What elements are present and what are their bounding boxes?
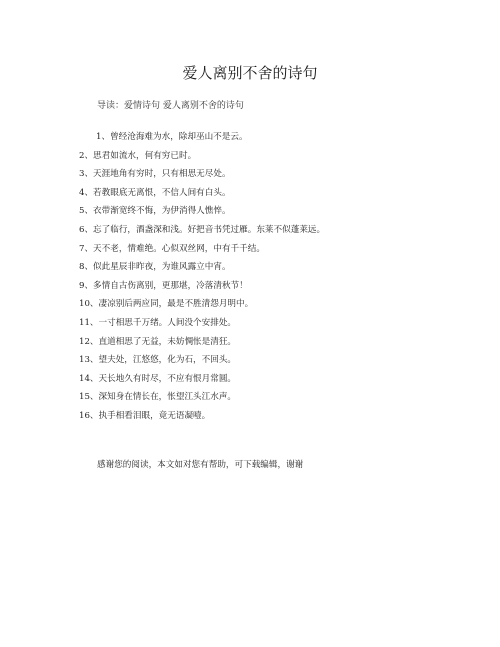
poem-line: 5、衣带渐宽终不悔，为伊消得人憔悴。 [79,206,231,217]
poem-line: 1、曾经沧海难为水，除却巫山不是云。 [96,132,248,142]
poem-line: 10、凄凉别后两应同，最是不胜清怨月明中。 [79,299,254,310]
poem-line: 15、深知身在情长在，怅望江头江水声。 [79,392,237,403]
poem-line: 8、似此星辰非昨夜，为谁风露立中宵。 [79,262,231,273]
poem-line: 14、天长地久有时尽，不应有恨月常圆。 [79,373,237,384]
poem-line: 3、天涯地角有穷时，只有相思无尽处。 [79,169,231,180]
poem-line: 11、一寸相思千万绪。人间没个安排处。 [79,317,237,328]
poem-line: 9、多情自古伤离别，更那堪，冷落清秋节！ [79,280,248,291]
poem-line: 7、天不老，情难绝。心似双丝网，中有千千结。 [79,243,265,254]
document-title: 爱人离别不舍的诗句 [182,64,318,82]
poem-line: 12、直道相思了无益，未妨惆怅是清狂。 [79,336,237,347]
closing-note: 感谢您的阅读，本文如对您有帮助，可下载编辑，谢谢 [97,460,304,470]
poem-line: 6、忘了临行，酒盏深和浅。好把音书凭过雁。东莱不似蓬莱远。 [79,224,326,235]
poem-line: 13、望夫处，江悠悠，化为石，不回头。 [79,355,237,366]
poem-line: 2、思君如流水，何有穷已时。 [79,150,197,161]
poem-line: 4、若教眼底无离恨，不信人间有白头。 [79,187,231,198]
poem-line: 16、执手相看泪眼，竟无语凝噎。 [79,410,211,421]
poem-list [79,128,325,426]
document-intro: 导读：爱情诗句 爱人离别不舍的诗句 [97,101,244,111]
